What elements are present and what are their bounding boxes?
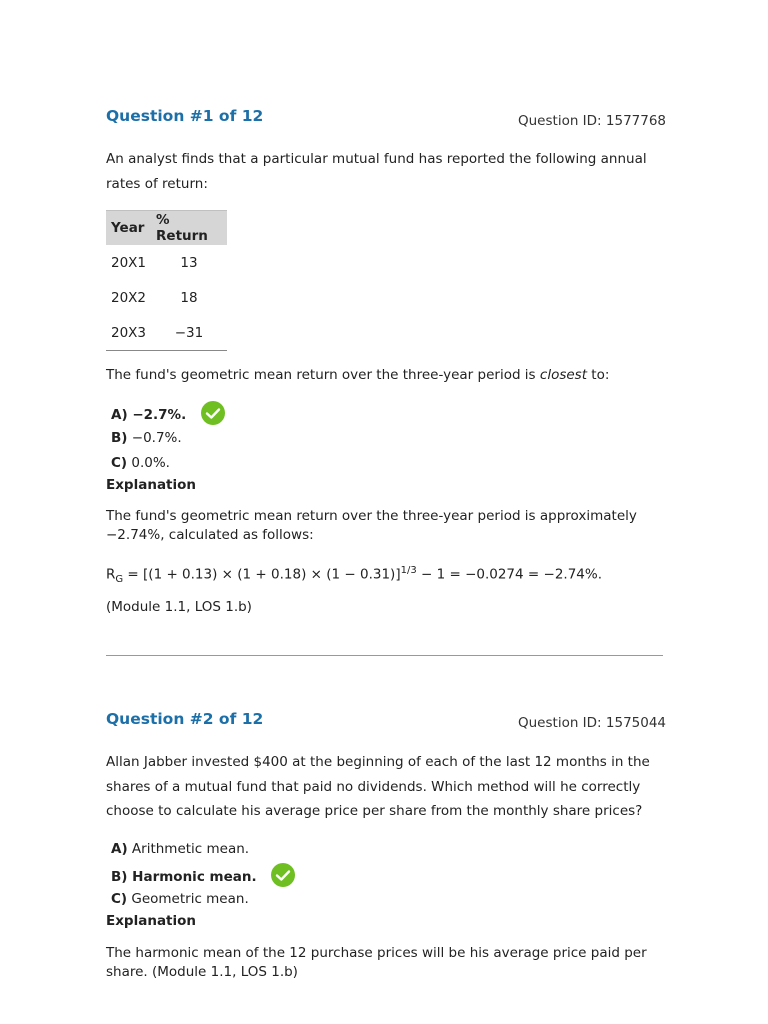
returns-table: [106, 210, 227, 351]
table-header-return: % Return: [151, 211, 227, 246]
question-1-prompt: An analyst finds that a particular mutual fund has reported the following annual rates of return:: [106, 151, 647, 192]
question-1-title: Question #1 of 12: [106, 107, 264, 125]
question-1-id: Question ID: 1577768: [518, 113, 667, 129]
question-2-option-c[interactable]: C) Geometric mean.: [111, 891, 249, 907]
question-1-reference: (Module 1.1, LOS 1.b): [106, 599, 252, 615]
question-1-explanation-heading: Explanation: [106, 477, 197, 493]
question-2-explanation-heading: Explanation: [106, 913, 197, 929]
question-2-option-b[interactable]: B) Harmonic mean.: [111, 865, 295, 889]
question-divider: [106, 655, 663, 656]
question-1-option-b[interactable]: B) −0.7%.: [111, 430, 182, 446]
question-2-id: Question ID: 1575044: [518, 715, 667, 731]
question-1-option-a[interactable]: A) −2.7%.: [111, 403, 225, 427]
geometric-mean-formula: $R_G = [(1 + 0.13) \times (1 + 0.18) \times (1 - 0.31)]^{1/3} - 1 = -0.0274 = -2.74\%$.: [106, 565, 602, 586]
question-1-stem: The fund's geometric mean return over the three-year period is closest to:: [106, 367, 610, 383]
table-row: 20X3 −31: [106, 315, 227, 351]
question-1-option-c[interactable]: C) 0.0%.: [111, 455, 170, 471]
question-2-title: Question #2 of 12: [106, 710, 264, 728]
correct-check-icon: [201, 401, 225, 425]
table-row: 20X1 13: [111, 254, 198, 271]
table-header-year: Year: [106, 211, 151, 246]
correct-check-icon: [271, 863, 295, 887]
table-row: 20X2 18: [111, 289, 198, 306]
question-2-explanation: The harmonic mean of the 12 purchase prices will be his average price paid per share. (Module 1.1, LOS 1.b): [106, 945, 647, 980]
question-1-explanation: The fund's geometric mean return over the three-year period is approximately −2.74%, calculated as follows:: [106, 508, 637, 543]
question-2-prompt: Allan Jabber invested $400 at the beginning of each of the last 12 months in the shares of a mutual fund that paid no dividends. Which method will he correctly choose to calculate his average price per share from the monthly share prices?: [106, 754, 650, 819]
question-2-option-a[interactable]: A) Arithmetic mean.: [111, 841, 250, 857]
